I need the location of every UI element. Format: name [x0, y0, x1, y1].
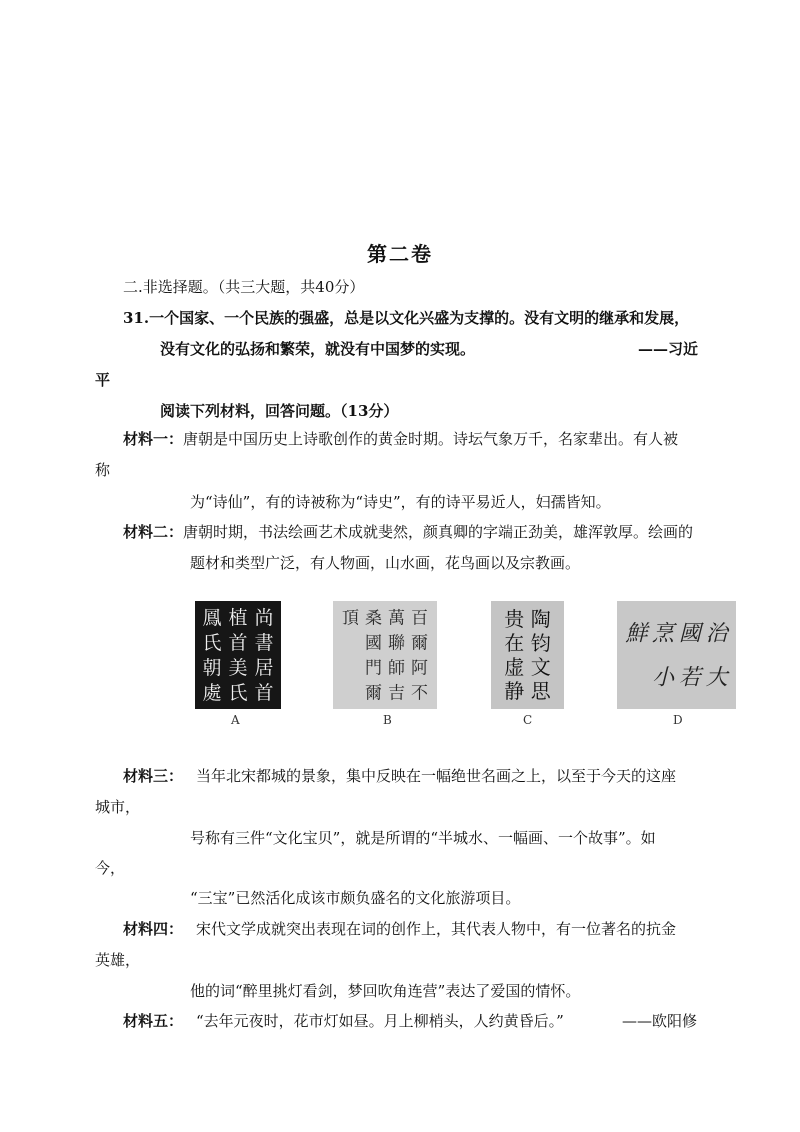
page-title: 第二卷: [367, 242, 433, 266]
calligraphy-glyph: 國: [678, 621, 701, 647]
calligraphy-glyph: 鮮: [625, 621, 648, 647]
calligraphy-glyph: 朝: [202, 657, 222, 680]
material-1-wrap: 称: [95, 461, 111, 479]
calligraphy-glyph: 美: [228, 657, 248, 680]
calligraphy-glyph: 不: [411, 683, 428, 704]
material-3-label: 材料三：: [123, 767, 184, 785]
question-31-line-2: 没有文化的弘扬和繁荣，就没有中国梦的实现。: [160, 340, 476, 358]
calligraphy-glyph: 尚: [254, 607, 274, 630]
calligraphy-glyph: 氏: [228, 682, 248, 705]
calligraphy-glyph: 書: [254, 632, 274, 655]
material-1-label: 材料一：: [123, 430, 184, 448]
calligraphy-glyph: 居: [254, 657, 274, 680]
material-2-line-1: 唐朝时期，书法绘画艺术成就斐然，颜真卿的字端正劲美，雄浑敦厚。绘画的: [183, 523, 694, 541]
calligraphy-glyph: 治: [705, 621, 728, 647]
section-heading: 二.非选择题。（共三大题，共40分）: [123, 278, 365, 296]
calligraphy-caption-a: A: [231, 713, 240, 727]
calligraphy-caption-c: C: [523, 713, 533, 727]
calligraphy-image-a: [195, 601, 281, 709]
material-3-wrap-2: 今，: [95, 859, 126, 877]
calligraphy-glyph: 文: [530, 655, 551, 679]
material-4-line-2: 他的词“醉里挑灯看剑，梦回吹角连营”表达了爱国的情怀。: [190, 982, 581, 1000]
material-4-wrap: 英雄，: [95, 951, 141, 969]
calligraphy-glyph: 國: [365, 633, 382, 654]
material-3-line-1: 当年北宋都城的景象，集中反映在一幅绝世名画之上，以至于今天的这座: [196, 767, 677, 785]
calligraphy-glyph: 爾: [365, 683, 382, 704]
calligraphy-glyph: 百: [411, 608, 428, 629]
calligraphy-glyph: 首: [254, 682, 274, 705]
calligraphy-glyph: 在: [504, 631, 525, 655]
calligraphy-glyph: 爾: [411, 633, 428, 654]
calligraphy-glyph: 處: [202, 682, 222, 705]
calligraphy-glyph: 鳳: [202, 607, 222, 630]
calligraphy-image-b: [333, 601, 437, 709]
calligraphy-caption-d: D: [673, 713, 683, 727]
material-4-line-1: 宋代文学成就突出表现在词的创作上，其代表人物中，有一位著名的抗金: [196, 920, 677, 938]
calligraphy-glyph: 虚: [504, 655, 525, 679]
material-3-line-2: 号称有三件“文化宝贝”，就是所谓的“半城水、一幅画、一个故事”。如: [190, 829, 656, 847]
quote-attribution: ——习近: [638, 340, 699, 358]
calligraphy-glyph: 小: [652, 665, 675, 691]
material-4-label: 材料四：: [123, 920, 184, 938]
material-1-line-1: 唐朝是中国历史上诗歌创作的黄金时期。诗坛气象万千，名家辈出。有人被: [183, 430, 679, 448]
calligraphy-glyph: 烹: [652, 621, 675, 647]
quote-attribution-wrap: 平: [95, 371, 111, 389]
calligraphy-glyph: 桑: [365, 608, 382, 629]
material-3-wrap-1: 城市，: [95, 798, 141, 816]
calligraphy-glyph: 陶: [530, 607, 551, 631]
calligraphy-glyph: 钧: [530, 631, 551, 655]
material-1-line-2: 为“诗仙”，有的诗被称为“诗史”，有的诗平易近人，妇孺皆知。: [190, 493, 611, 511]
calligraphy-glyph: 植: [228, 607, 248, 630]
calligraphy-glyph: 頂: [342, 608, 359, 629]
question-31-line-1: 31.一个国家、一个民族的强盛，总是以文化兴盛为支撑的。没有文明的继承和发展，: [123, 309, 690, 327]
calligraphy-glyph: 萬: [388, 608, 405, 629]
calligraphy-glyph: 聯: [388, 633, 405, 654]
calligraphy-glyph: 阿: [411, 658, 428, 679]
calligraphy-glyph: 門: [365, 658, 382, 679]
material-2-line-2: 题材和类型广泛，有人物画，山水画，花鸟画以及宗教画。: [190, 554, 581, 572]
calligraphy-glyph: 思: [530, 679, 551, 703]
calligraphy-image-c: [491, 601, 564, 709]
calligraphy-glyph: 静: [504, 679, 525, 703]
material-3-line-3: “三宝”已然活化成该市颇负盛名的文化旅游项目。: [190, 889, 521, 907]
calligraphy-glyph: 大: [705, 665, 728, 691]
calligraphy-glyph: 師: [388, 658, 405, 679]
calligraphy-glyph: 吉: [388, 683, 405, 704]
calligraphy-image-d: [617, 601, 736, 709]
material-2-label: 材料二：: [123, 523, 184, 541]
calligraphy-caption-b: B: [383, 713, 392, 727]
material-5-attribution: ——欧阳修: [622, 1012, 698, 1030]
material-5-label: 材料五：: [123, 1012, 184, 1030]
calligraphy-glyph: 氏: [202, 632, 222, 655]
calligraphy-glyph: 贵: [504, 607, 525, 631]
calligraphy-glyph: 首: [228, 632, 248, 655]
material-5-line-1: “去年元夜时，花市灯如昼。月上柳梢头，人约黄昏后。”: [196, 1012, 564, 1030]
instruction: 阅读下列材料，回答问题。（13分）: [160, 402, 399, 420]
calligraphy-glyph: 若: [678, 665, 701, 691]
